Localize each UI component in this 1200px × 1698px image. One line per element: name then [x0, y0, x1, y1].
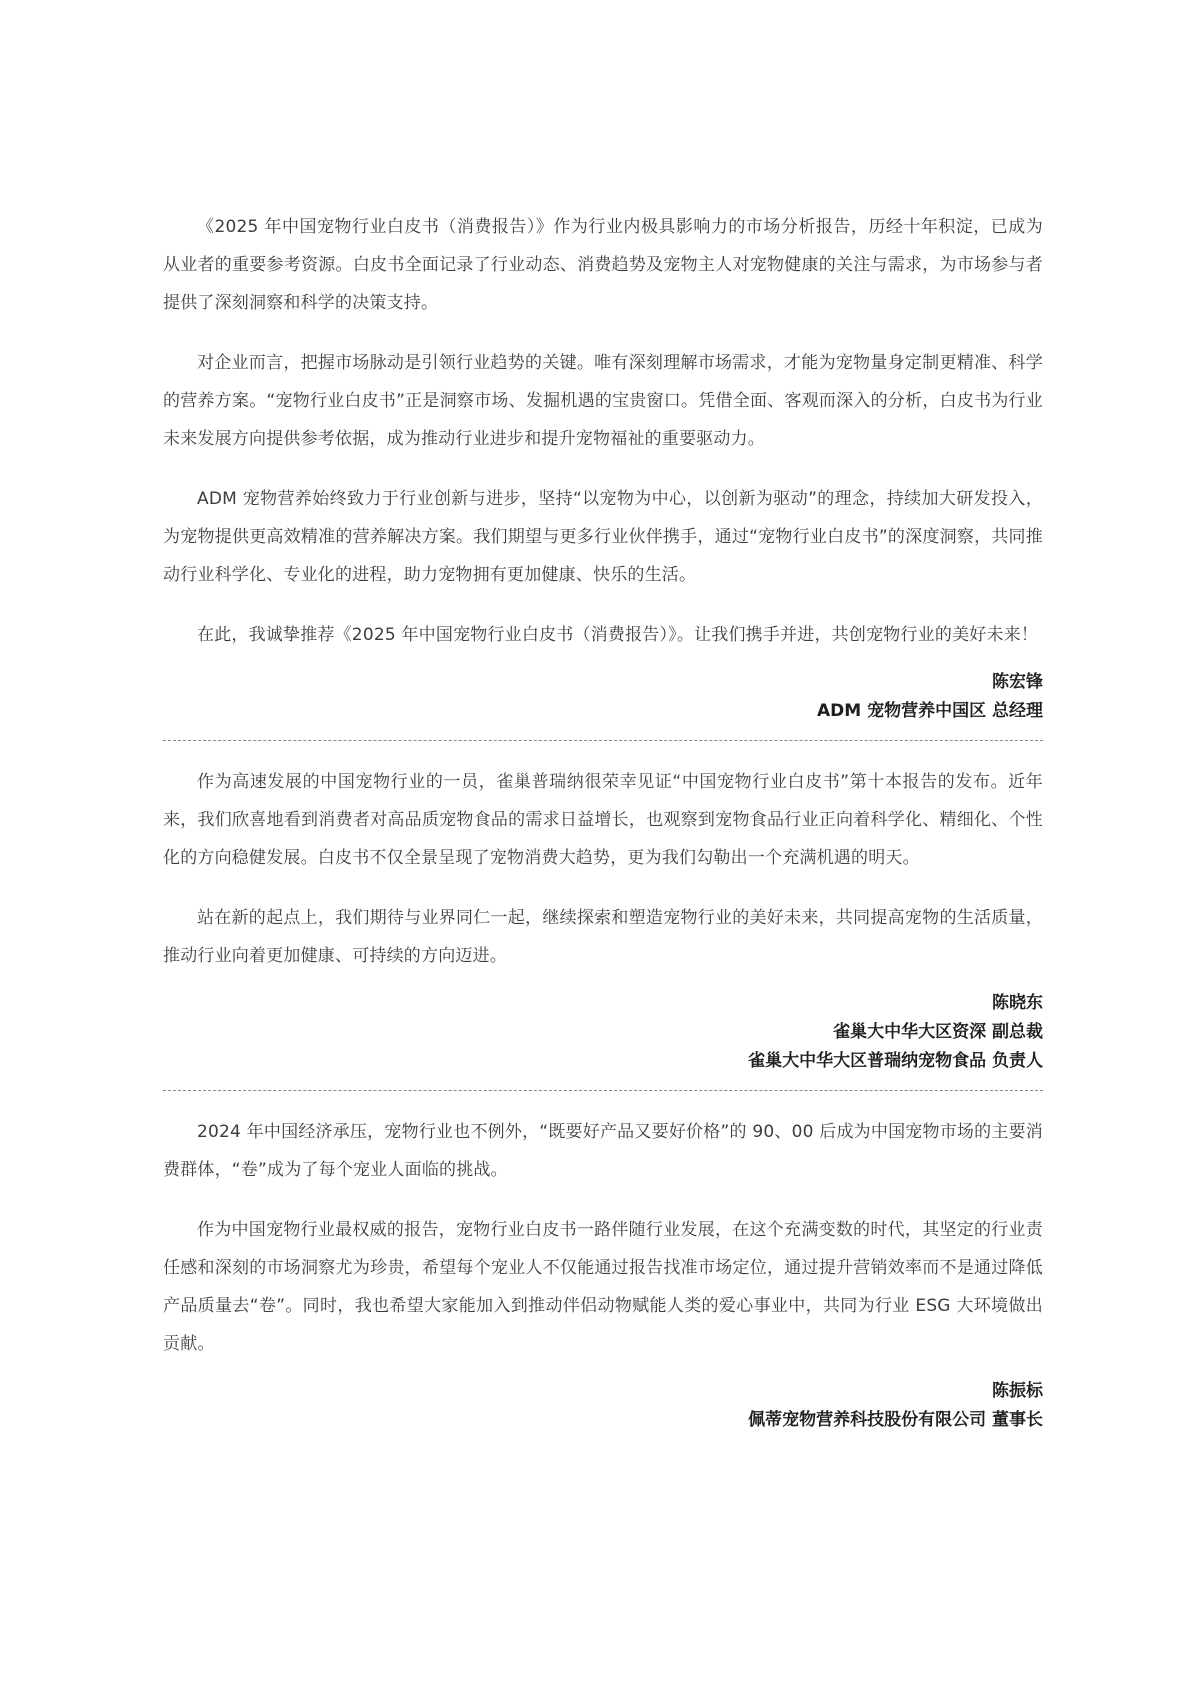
paragraph: 对企业而言，把握市场脉动是引领行业趋势的关键。唯有深刻理解市场需求，才能为宠物量身定制更精准、科学的营养方案。“宠物行业白皮书”正是洞察市场、发掘机遇的宝贵窗口。凭借全面、客观而深入的分析，白皮书为行业未来发展方向提供参考依据，成为推动行业进步和提升宠物福祉的重要驱动力。 [163, 353, 1043, 449]
dashed-divider [163, 740, 1043, 741]
signature-name: 陈振标 [992, 1381, 1043, 1401]
signature-title: 雀巢大中华大区普瑞纳宠物食品 负责人 [748, 1051, 1043, 1071]
document-page [163, 208, 1043, 1435]
signature-block [163, 1377, 1043, 1435]
paragraph: 站在新的起点上，我们期待与业界同仁一起，继续探索和塑造宠物行业的美好未来，共同提高宠物的生活质量，推动行业向着更加健康、可持续的方向迈进。 [163, 908, 1043, 966]
section-nestle [163, 763, 1043, 1076]
paragraph: 作为高速发展的中国宠物行业的一员，雀巢普瑞纳很荣幸见证“中国宠物行业白皮书”第十本报告的发布。近年来，我们欣喜地看到消费者对高品质宠物食品的需求日益增长，也观察到宠物食品行业正向着科学化、精细化、个性化的方向稳健发展。白皮书不仅全景呈现了宠物消费大趋势，更为我们勾勒出一个充满机遇的明天。 [163, 772, 1043, 868]
signature-block [163, 668, 1043, 726]
signature-block [163, 989, 1043, 1076]
paragraph: ADM 宠物营养始终致力于行业创新与进步，坚持“以宠物为中心，以创新为驱动”的理念，持续加大研发投入，为宠物提供更高效精准的营养解决方案。我们期望与更多行业伙伴携手，通过“宠物行业白皮书”的深度洞察，共同推动行业科学化、专业化的进程，助力宠物拥有更加健康、快乐的生活。 [163, 489, 1043, 585]
paragraph: 2024 年中国经济承压，宠物行业也不例外，“既要好产品又要好价格”的 90、00 后成为中国宠物市场的主要消费群体，“卷”成为了每个宠业人面临的挑战。 [163, 1122, 1043, 1180]
section-petpal [163, 1113, 1043, 1435]
paragraph: 《2025 年中国宠物行业白皮书（消费报告）》作为行业内极具影响力的市场分析报告，历经十年积淀，已成为从业者的重要参考资源。白皮书全面记录了行业动态、消费趋势及宠物主人对宠物健康的关注与需求，为市场参与者提供了深刻洞察和科学的决策支持。 [163, 217, 1043, 313]
signature-title: 雀巢大中华大区资深 副总裁 [833, 1022, 1043, 1042]
section-adm [163, 208, 1043, 726]
signature-name: 陈晓东 [992, 993, 1043, 1013]
paragraph: 在此，我诚挚推荐《2025 年中国宠物行业白皮书（消费报告）》。让我们携手并进，共创宠物行业的美好未来！ [197, 625, 1039, 645]
signature-name: 陈宏锋 [992, 672, 1043, 692]
signature-title: ADM 宠物营养中国区 总经理 [816, 701, 1043, 721]
signature-title: 佩蒂宠物营养科技股份有限公司 董事长 [748, 1410, 1043, 1430]
dashed-divider [163, 1090, 1043, 1091]
paragraph: 作为中国宠物行业最权威的报告，宠物行业白皮书一路伴随行业发展，在这个充满变数的时代，其坚定的行业责任感和深刻的市场洞察尤为珍贵，希望每个宠业人不仅能通过报告找准市场定位，通过提升营销效率而不是通过降低产品质量去“卷”。同时，我也希望大家能加入到推动伴侣动物赋能人类的爱心事业中，共同为行业 ESG 大环境做出贡献。 [163, 1220, 1043, 1354]
